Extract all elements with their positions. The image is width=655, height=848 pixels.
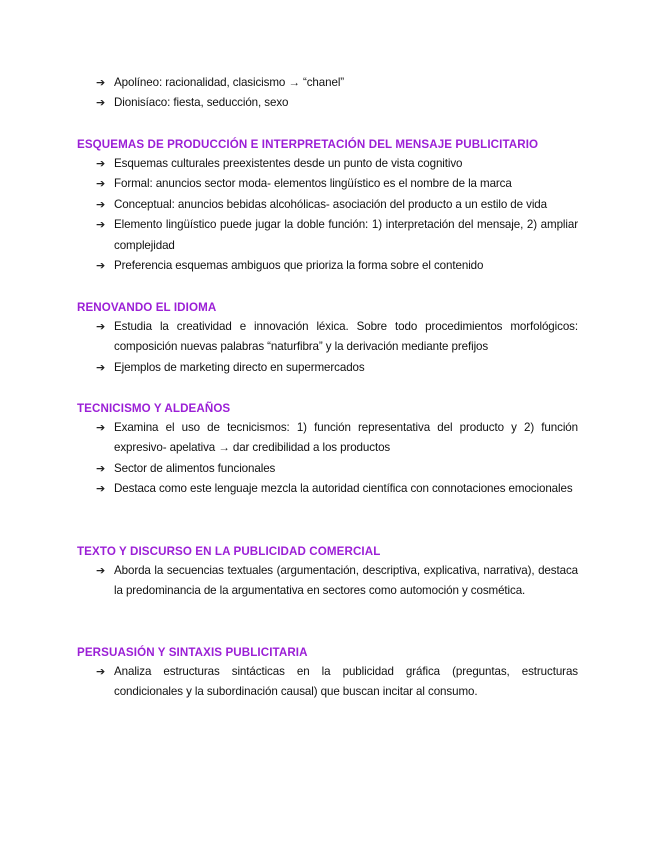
- section-heading: PERSUASIÓN Y SINTAXIS PUBLICITARIA: [77, 646, 308, 659]
- list-item-text: Esquemas culturales preexistentes desde un punto de vista cognitivo: [114, 157, 463, 170]
- list-item: [0, 418, 655, 459]
- list-item-text: Elemento lingüístico puede jugar la doble función: 1) interpretación del mensaje, 2) ampliar complejidad: [114, 218, 578, 252]
- arrow-bullet-icon: ➔: [96, 158, 106, 170]
- list-item: [0, 154, 655, 174]
- list-item-text: Formal: anuncios sector moda- elementos lingüístico es el nombre de la marca: [114, 177, 512, 191]
- list-item-text: Examina el uso de tecnicismos: 1) función representativa del producto y 2) función expresivo- apelativa → dar credibilidad a los productos: [114, 421, 578, 455]
- list-item-text: Ejemplos de marketing directo en supermercados: [114, 360, 365, 374]
- list-item: [0, 561, 655, 602]
- list-item-text: Conceptual: anuncios bebidas alcohólicas- asociación del producto a un estilo de vida: [114, 197, 547, 211]
- arrow-bullet-icon: ➔: [96, 97, 106, 110]
- list-item: [0, 93, 655, 113]
- list-item-text: Aborda la secuencias textuales (argumentación, descriptiva, explicativa, narrativa), destaca la predominancia de la argumentativa en sectores como automoción y cosmética.: [114, 564, 578, 598]
- section-heading: RENOVANDO EL IDIOMA: [77, 301, 217, 314]
- list-item: [0, 662, 655, 703]
- arrow-bullet-icon: ➔: [96, 483, 106, 496]
- list-item-text: Analiza estructuras sintácticas en la publicidad gráfica (preguntas, estructuras condicionales y la subordinación causal) que buscan incitar al consumo.: [114, 665, 578, 699]
- list-item: [0, 256, 655, 276]
- section-heading: TECNICISMO Y ALDEAÑOS: [77, 402, 231, 415]
- section-esquemas: [0, 136, 655, 276]
- list-item-text: Destaca como este lenguaje mezcla la autoridad científica con connotaciones emocionales: [114, 482, 573, 496]
- section-persuasion: [0, 644, 655, 703]
- list-item: [0, 479, 655, 499]
- section-list: [0, 154, 655, 276]
- section-heading: ESQUEMAS DE PRODUCCIÓN E INTERPRETACIÓN DEL MENSAJE PUBLICITARIO: [77, 138, 539, 151]
- list-item: [0, 459, 655, 479]
- intro-block: [0, 73, 655, 114]
- list-item-text: Apolíneo: racionalidad, clasicismo → “chanel”: [114, 76, 345, 89]
- section-texto-discurso: [0, 543, 655, 602]
- list-item: [0, 317, 655, 358]
- list-item: [0, 358, 655, 378]
- section-list: [0, 418, 655, 500]
- arrow-bullet-icon: ➔: [96, 260, 106, 273]
- list-item-text: Sector de alimentos funcionales: [114, 461, 276, 475]
- section-list: [0, 662, 655, 703]
- arrow-bullet-icon: ➔: [96, 219, 106, 232]
- list-item: [0, 174, 655, 194]
- section-list: [0, 317, 655, 378]
- intro-list: [0, 73, 655, 114]
- section-list: [0, 561, 655, 602]
- list-item: [0, 195, 655, 215]
- arrow-bullet-icon: ➔: [96, 361, 106, 374]
- section-heading: TEXTO Y DISCURSO EN LA PUBLICIDAD COMERCIAL: [77, 545, 381, 558]
- arrow-bullet-icon: ➔: [96, 198, 106, 211]
- arrow-bullet-icon: ➔: [96, 565, 106, 577]
- arrow-bullet-icon: ➔: [96, 321, 106, 333]
- list-item-text: Dionisíaco: fiesta, seducción, sexo: [114, 96, 289, 110]
- list-item: [0, 73, 655, 93]
- section-renovando: [0, 299, 655, 378]
- arrow-bullet-icon: ➔: [96, 77, 106, 89]
- arrow-bullet-icon: ➔: [96, 462, 106, 475]
- list-item: [0, 215, 655, 256]
- section-tecnicismo: [0, 400, 655, 500]
- arrow-bullet-icon: ➔: [96, 178, 106, 191]
- list-item-text: Estudia la creatividad e innovación léxica. Sobre todo procedimientos morfológicos: composición nuevas palabras “naturfibra” y la derivación mediante prefijos: [114, 320, 578, 354]
- arrow-bullet-icon: ➔: [96, 666, 106, 678]
- list-item-text: Preferencia esquemas ambiguos que prioriza la forma sobre el contenido: [114, 259, 484, 273]
- arrow-bullet-icon: ➔: [96, 422, 106, 434]
